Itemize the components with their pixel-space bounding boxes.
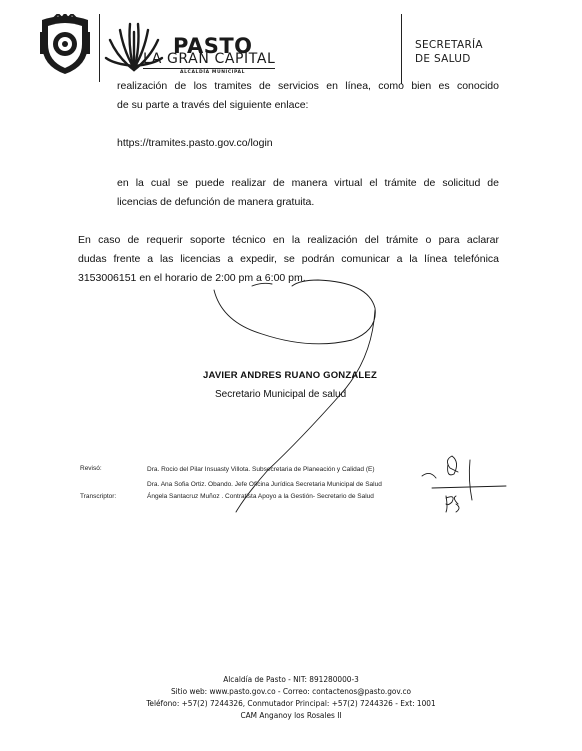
header-divider-right — [401, 14, 402, 84]
reviewer-1: Dra. Rocio del Pilar Insuasty Villota. Subsecretaria de Planeación y Calidad (E) — [147, 466, 375, 473]
footer-address: CAM Anganoy los Rosales II — [240, 710, 342, 720]
footer-phone: Teléfono: +57(2) 7244326, Conmutador Principal: +57(2) 7244326 - Ext: 1001 — [146, 698, 436, 708]
footer — [0, 673, 582, 721]
footer-web-email: Sitio web: www.pasto.gov.co - Correo: contactenos@pasto.gov.co — [170, 686, 412, 696]
paragraph-3-line-2: dudas frente a las licencias a expedir, se podrán comunicar a la línea telefónica — [78, 253, 499, 265]
transcriber-1: Ángela Santacruz Muñoz . Contratista Apoyo a la Gestión- Secretario de Salud — [147, 493, 374, 500]
department-title — [415, 38, 483, 66]
transcriber-label: Transcriptor: — [80, 493, 117, 500]
paragraph-2-line-1: en la cual se puede realizar de manera virtual el trámite de solicitud de — [117, 177, 499, 189]
brand-tagline: LA GRAN CAPITAL — [143, 51, 276, 67]
reviewed-by-label: Revisó: — [80, 465, 102, 472]
department-line-2: DE SALUD — [415, 53, 471, 65]
department-line-1: SECRETARÍA — [415, 39, 483, 51]
brand-name: PASTO — [173, 34, 253, 58]
paragraph-3 — [78, 231, 499, 288]
paragraph-1-line-1: realización de los tramites de servicios en línea, como bien es conocido — [117, 80, 499, 92]
brand-subtitle: ALCALDÍA MUNICIPAL — [180, 70, 246, 75]
header-divider-left — [99, 14, 100, 82]
paragraph-3-line-3: 3153006151 en el horario de 2:00 pm a 6:00 pm. — [78, 272, 306, 284]
paragraph-2 — [117, 174, 499, 212]
signatory-name: JAVIER ANDRES RUANO GONZALEZ — [203, 370, 377, 381]
paragraph-2-line-2: licencias de defunción de manera gratuita. — [117, 196, 315, 208]
paragraph-1 — [117, 77, 499, 115]
login-link[interactable]: https://tramites.pasto.gov.co/login — [117, 137, 273, 149]
letterhead — [36, 14, 546, 84]
reviewer-2: Dra. Ana Sofia Ortiz. Obando. Jefe Oficina Jurídica Secretaria Municipal de Salud — [147, 481, 382, 488]
paragraph-3-line-1: En caso de requerir soporte técnico en la realización del trámite o para aclarar — [78, 234, 499, 246]
coat-of-arms-icon — [36, 14, 94, 76]
signatory-role: Secretario Municipal de salud — [215, 389, 347, 400]
footer-nit: Alcaldía de Pasto - NIT: 891280000-3 — [223, 674, 359, 684]
paragraph-1-line-2: de su parte a través del siguiente enlace: — [117, 99, 309, 111]
